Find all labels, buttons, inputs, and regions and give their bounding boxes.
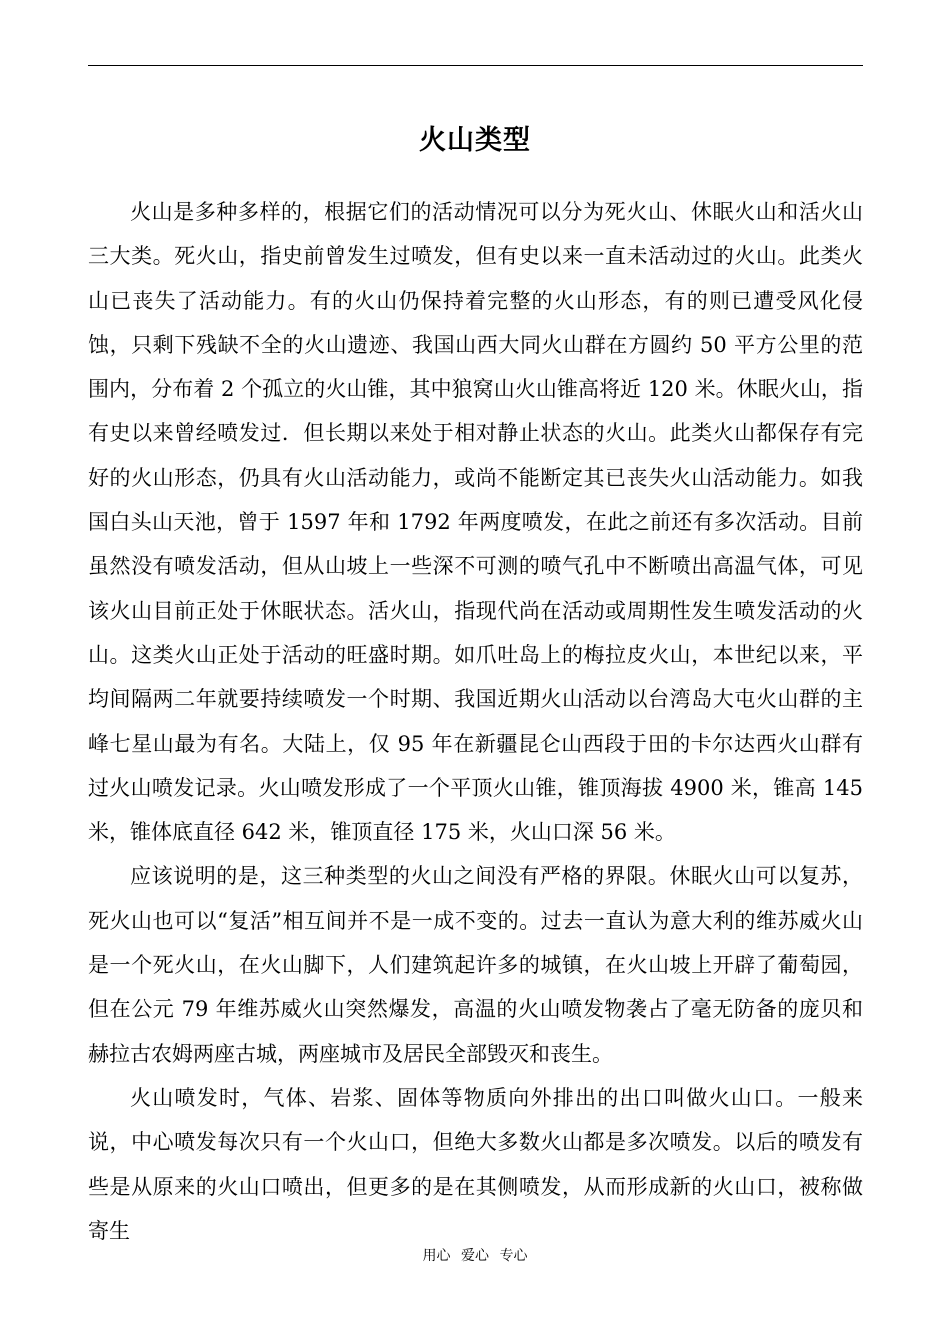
page-title: 火山类型 — [419, 125, 531, 156]
paragraph-volcano-classes: 火山是多种多样的，根据它们的活动情况可以分为死火山、休眠火山和活火山三大类。死火山，指史前曾发生过喷发，但有史以来一直未活动过的火山。此类火山已丧失了活动能力。有的火山仍保持着完整的火山形态，有的则已遭受风化侵蚀，只剩下残缺不全的火山遗迹、我国山西大同火山群在方圆约 50 平方公里的范围内，分布着 2 个孤立的火山锥，其中狼窝山火山锥高将近 120 米。休眠火山，指有史以来曾经喷发过．但长期以来处于相对静止状态的火山。此类火山都保存有完好的火山形态，仍具有火山活动能力，或尚不能断定其已丧失火山活动能力。如我国白头山天池，曾于 1597 年和 1792 年两度喷发，在此之前还有多次活动。目前虽然没有喷发活动，但从山坡上一些深不可测的喷气孔中不断喷出高温气体，可见该火山目前正处于休眠状态。活火山，指现代尚在活动或周期性发生喷发活动的火山。这类火山正处于活动的旺盛时期。如爪吐岛上的梅拉皮火山，本世纪以来，平均间隔两二年就要持续喷发一个时期、我国近期火山活动以台湾岛大屯火山群的主峰七星山最为有名。大陆上，仅 95 年在新疆昆仑山西段于田的卡尔达西火山群有过火山喷发记录。火山喷发形成了一个平顶火山锥，锥顶海拔 4900 米，锥高 145 米，锥体底直径 642 米，锥顶直径 175 米，火山口深 56 米。 — [88, 200, 863, 845]
paragraph-boundaries: 应该说明的是，这三种类型的火山之间没有严格的界限。休眠火山可以复苏，死火山也可以“复活”相互间并不是一成不变的。过去一直认为意大利的维苏威火山是一个死火山，在火山脚下，人们建筑起许多的城镇，在火山坡上开辟了葡萄园，但在公元 79 年维苏威火山突然爆发，高温的火山喷发物袭占了毫无防备的庞贝和赫拉古农姆两座古城，两座城市及居民全部毁灭和丧生。 — [88, 864, 863, 1066]
paragraph-crater: 火山喷发时，气体、岩浆、固体等物质向外排出的出口叫做火山口。一般来说，中心喷发每次只有一个火山口，但绝大多数火山都是多次喷发。以后的喷发有些是从原来的火山口喷出，但更多的是在其侧喷发，从而形成新的火山口，被称做寄生 — [88, 1085, 863, 1243]
document-body — [88, 190, 863, 1253]
header-rule — [88, 65, 863, 66]
page-footer: 用心 爱心 专心 — [422, 1248, 528, 1264]
